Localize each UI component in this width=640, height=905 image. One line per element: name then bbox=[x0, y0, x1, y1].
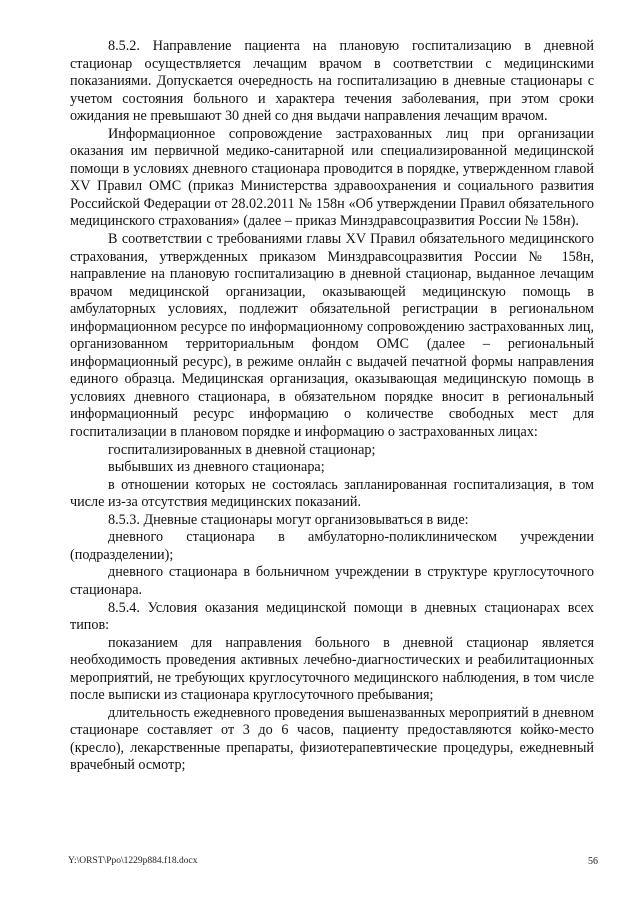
paragraph-chapter-xv-requirements: В соответствии с требованиями главы XV Правил обязательного медицинского страхования, утвержденных приказом Минздравсоцразвития России № 158н, направление на плановую госпитализацию в дневной стационар, выданное лечащим врачом медицинской организации, оказывающей медицинскую помощь в амбулаторных условиях, подлежит обязательной регистрации в региональном информационном ресурсе по информационному сопровождению застрахованных лиц, организованном территориальным фондом ОМС (далее – региональный информационный ресурс), в режиме онлайн с выдачей печатной формы направления единого образца. Медицинская организация, оказывающая медицинскую помощь в условиях дневного стационара, в обязательном порядке вносит в региональный информационный ресурс информацию о количестве свободных мест для госпитализации в плановом порядке и информацию о застрахованных лицах: bbox=[70, 231, 594, 441]
list-item-hospital-day-hospital: дневного стационара в больничном учреждении в структуре круглосуточного стационара. bbox=[70, 564, 594, 598]
list-item-outpatient-day-hospital: дневного стационара в амбулаторно-поликлиническом учреждении (подразделении); bbox=[70, 529, 594, 563]
document-page bbox=[70, 38, 594, 775]
list-item-not-hospitalized: в отношении которых не состоялась запланированная госпитализация, в том числе из-за отсутствия медицинских показаний. bbox=[70, 476, 594, 511]
list-item-discharged: выбывших из дневного стационара; bbox=[108, 459, 325, 476]
file-path: Y:\ORST\Ppo\1229p884.f18.docx bbox=[68, 856, 198, 866]
paragraph-information-support: Информационное сопровождение застрахованных лиц при организации оказания им первичной медико-санитарной или специализированной медицинской помощи в условиях дневного стационара проводится в порядке, утвержденном главой XV Правил ОМС (приказ Министерства здравоохранения и социального развития Российской Федерации от 28.02.2011 № 158н «Об утверждении Правил обязательного медицинского страхования» (далее – приказ Минздравсоцразвития России № 158н). bbox=[70, 125, 594, 230]
paragraph-8-5-3: 8.5.3. Дневные стационары могут организовываться в виде: bbox=[108, 511, 469, 528]
paragraph-8-5-2: 8.5.2. Направление пациента на плановую госпитализацию в дневной стационар осуществляется лечащим врачом в соответствии с медицинскими показаниями. Допускается очередность на госпитализацию в дневные стационары с учетом состояния больного и характера течения заболевания, при этом сроки ожидания не превышают 30 дней со дня выдачи направления лечащим врачом. bbox=[70, 38, 594, 125]
list-item-hospitalized: госпитализированных в дневной стационар; bbox=[108, 441, 376, 458]
list-item-indications: показанием для направления больного в дневной стационар является необходимость проведения активных лечебно-диагностических и реабилитационных мероприятий, не требующих круглосуточного медицинского наблюдения, в том числе после выписки из стационара круглосуточного пребывания; bbox=[70, 634, 594, 704]
list-item-duration: длительность ежедневного проведения вышеназванных мероприятий в дневном стационаре составляет от 3 до 6 часов, пациенту предоставляются койко-место (кресло), лекарственные препараты, физиотерапевтические процедуры, ежедневный врачебный осмотр; bbox=[70, 704, 594, 774]
page-number: 56 bbox=[588, 856, 598, 867]
paragraph-8-5-4: 8.5.4. Условия оказания медицинской помощи в дневных стационарах всех типов: bbox=[70, 599, 594, 634]
